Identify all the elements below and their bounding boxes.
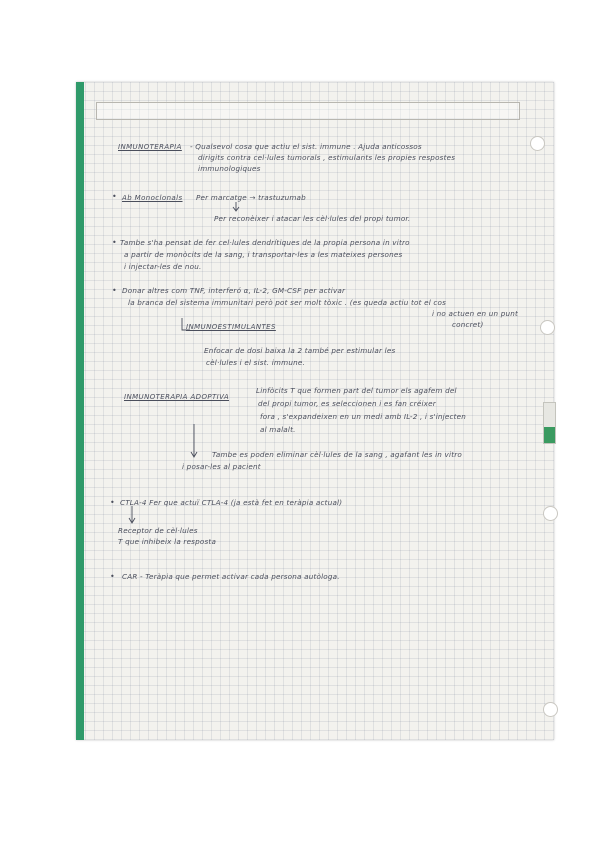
adoptiva-line-3: fora , s'expandeixen en un medi amb IL-2 , i s'injecten bbox=[260, 412, 467, 421]
monoclonals-line-2: Per reconèixer i atacar les cèl·lules del propi tumor. bbox=[214, 214, 411, 223]
monoclonals-line-1: Per marcatge → trastuzumab bbox=[196, 193, 306, 202]
bullet-dot: • bbox=[112, 238, 117, 247]
bullet-dot: • bbox=[112, 286, 117, 295]
dendritiques-line-3: i injectar-les de nou. bbox=[124, 262, 202, 271]
monoclonals-heading: Ab Monoclonals bbox=[122, 194, 183, 202]
bullet-dot: • bbox=[110, 498, 115, 507]
inmunoterapia-line-2: dirigits contra cel·lules tumorals , estimulants les propies respostes bbox=[198, 153, 456, 162]
ctla4-line-3: T que inhibeix la resposta bbox=[118, 537, 217, 546]
dendritiques-line-2: a partir de monòcits de la sang, i transportar-les a les mateixes persones bbox=[124, 250, 403, 259]
inmunoestimulantes-line-1: Enfocar de dosi baixa la 2 també per estimular les bbox=[204, 346, 396, 355]
bullet-dot: • bbox=[112, 192, 117, 201]
adoptiva-line-5: Tambe es poden eliminar cèl·lules de la sang , agafant les in vitro bbox=[212, 450, 462, 459]
adoptiva-line-6: i posar-les al pacient bbox=[182, 462, 261, 471]
bracket-icon bbox=[182, 318, 190, 330]
inmunoterapia-heading: INMUNOTERAPIA bbox=[118, 143, 182, 151]
inmunoestimulantes-line-2: cèl·lules i el sist. immune. bbox=[206, 358, 305, 367]
ctla4-line-2: Receptor de cèl·lules bbox=[118, 526, 198, 535]
dendritiques-line-1: Tambe s'ha pensat de fer cel·lules dendrítiques de la propia persona in vitro bbox=[120, 238, 410, 247]
inmunoterapia-line-3: immunologiques bbox=[198, 164, 261, 173]
citoquines-line-1: Donar altres com TNF, interferó α, IL-2, GM-CSF per activar bbox=[122, 286, 346, 295]
inmunoestimulantes-heading: INMUNOESTIMULANTES bbox=[186, 323, 276, 331]
ctla4-line-1: CTLA-4 Fer que actuï CTLA-4 (ja està fet en teràpia actual) bbox=[120, 498, 343, 507]
adoptiva-line-1: Linfòcits T que formen part del tumor els agafem del bbox=[256, 386, 457, 395]
adoptiva-line-2: del propi tumor, es seleccionen i es fan créixer bbox=[258, 399, 436, 408]
citoquines-line-3: i no actuen en un punt bbox=[432, 309, 519, 318]
adoptiva-heading: INMUNOTERAPIA ADOPTIVA bbox=[124, 393, 230, 401]
citoquines-line-4: concret) bbox=[452, 320, 484, 329]
citoquines-line-2: la branca del sistema immunitari però pot ser molt tòxic . (es queda actiu tot el cos bbox=[128, 298, 447, 307]
adoptiva-line-4: al malalt. bbox=[260, 425, 296, 434]
inmunoterapia-line-1: - Qualsevol cosa que actiu el sist. immune . Ajuda anticossos bbox=[190, 142, 422, 151]
car-line-1: CAR - Teràpia que permet activar cada persona autòloga. bbox=[122, 572, 340, 581]
bullet-dot: • bbox=[110, 572, 115, 581]
